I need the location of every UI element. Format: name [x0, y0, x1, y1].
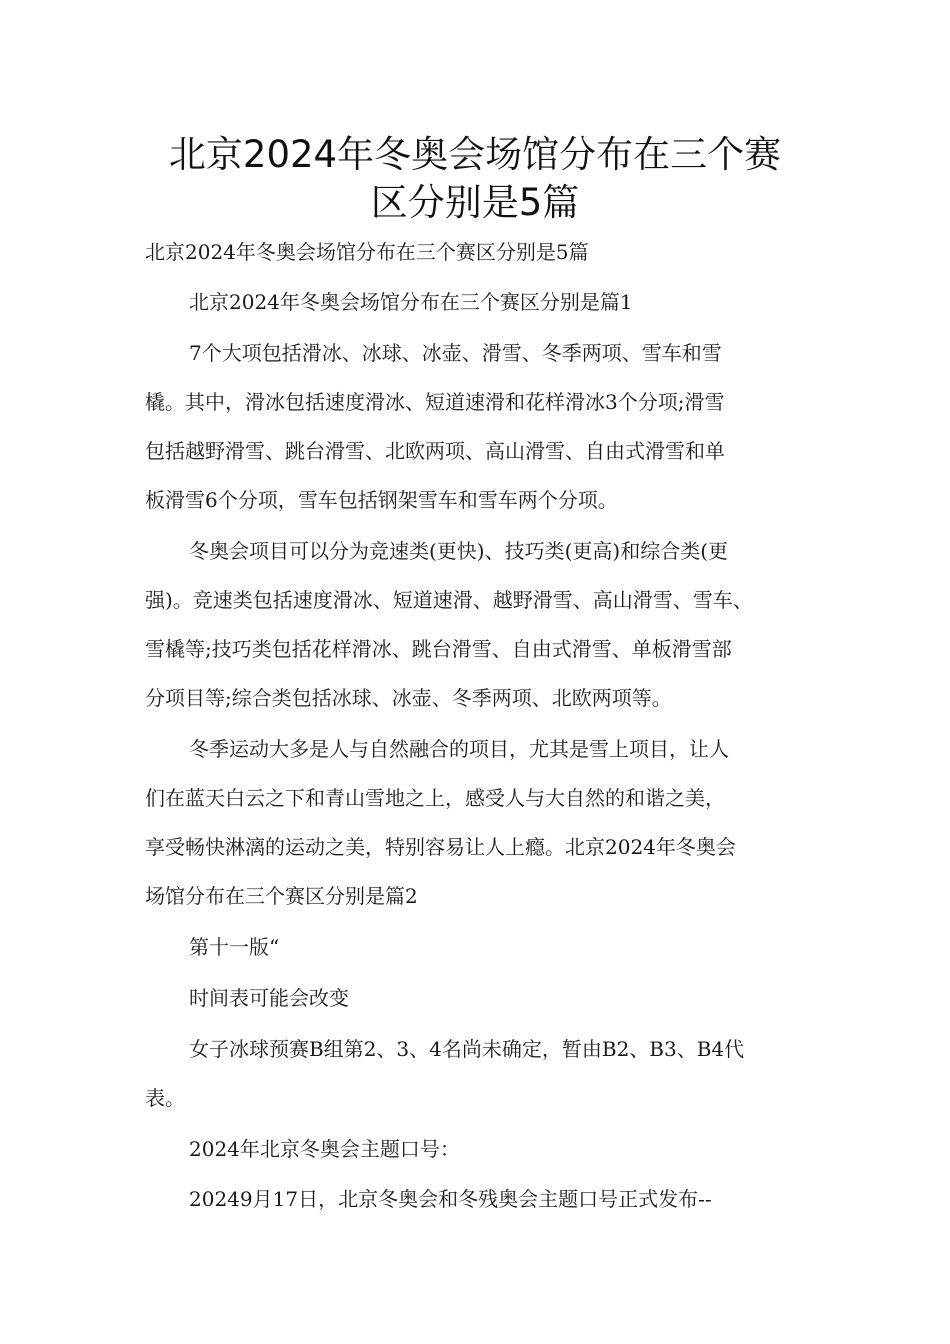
paragraph-line: 分项目等;综合类包括冰球、冰壶、冬季两项、北欧两项等。	[145, 686, 672, 710]
paragraph-line: 场馆分布在三个赛区分别是篇2	[145, 884, 418, 908]
paragraph-line: 女子冰球预赛B组第2、3、4名尚未确定，暂由B2、B3、B4代	[189, 1037, 745, 1061]
subtitle-line: 北京2024年冬奥会场馆分布在三个赛区分别是5篇	[145, 240, 589, 264]
paragraph-line: 7个大项包括滑冰、冰球、冰壶、滑雪、冬季两项、雪车和雪	[189, 341, 722, 365]
paragraph-line: 强)。竞速类包括速度滑冰、短道速滑、越野滑雪、高山滑雪、雪车、	[145, 588, 753, 612]
paragraph-line: 们在蓝天白云之下和青山雪地之上，感受人与大自然的和谐之美，	[145, 786, 725, 810]
paragraph-line: 时间表可能会改变	[189, 986, 349, 1010]
paragraph-line: 2024年北京冬奥会主题口号：	[189, 1137, 460, 1161]
document-title-line-1: 北京2024年冬奥会场馆分布在三个赛	[168, 133, 782, 176]
paragraph-line: 包括越野滑雪、跳台滑雪、北欧两项、高山滑雪、自由式滑雪和单	[145, 439, 725, 463]
document-title-line-2: 区分别是5篇	[370, 181, 580, 224]
paragraph-line: 板滑雪6个分项，雪车包括钢架雪车和雪车两个分项。	[145, 488, 618, 512]
paragraph-line: 冬季运动大多是人与自然融合的项目，尤其是雪上项目，让人	[189, 737, 729, 761]
paragraph-line: 橇。其中，滑冰包括速度滑冰、短道速滑和花样滑冰3个分项;滑雪	[145, 390, 725, 414]
paragraph-line: 20249月17日，北京冬奥会和冬残奥会主题口号正式发布--	[189, 1187, 712, 1211]
paragraph-line: 表。	[145, 1086, 185, 1110]
paragraph-line: 冬奥会项目可以分为竞速类(更快)、技巧类(更高)和综合类(更	[189, 539, 729, 563]
paragraph-line: 雪橇等;技巧类包括花样滑冰、跳台滑雪、自由式滑雪、单板滑雪部	[145, 637, 732, 661]
section-heading-1: 北京2024年冬奥会场馆分布在三个赛区分别是篇1	[189, 290, 633, 314]
paragraph-line: 第十一版“	[189, 935, 280, 959]
paragraph-line: 享受畅快淋漓的运动之美，特别容易让人上瘾。北京2024年冬奥会	[145, 835, 736, 859]
